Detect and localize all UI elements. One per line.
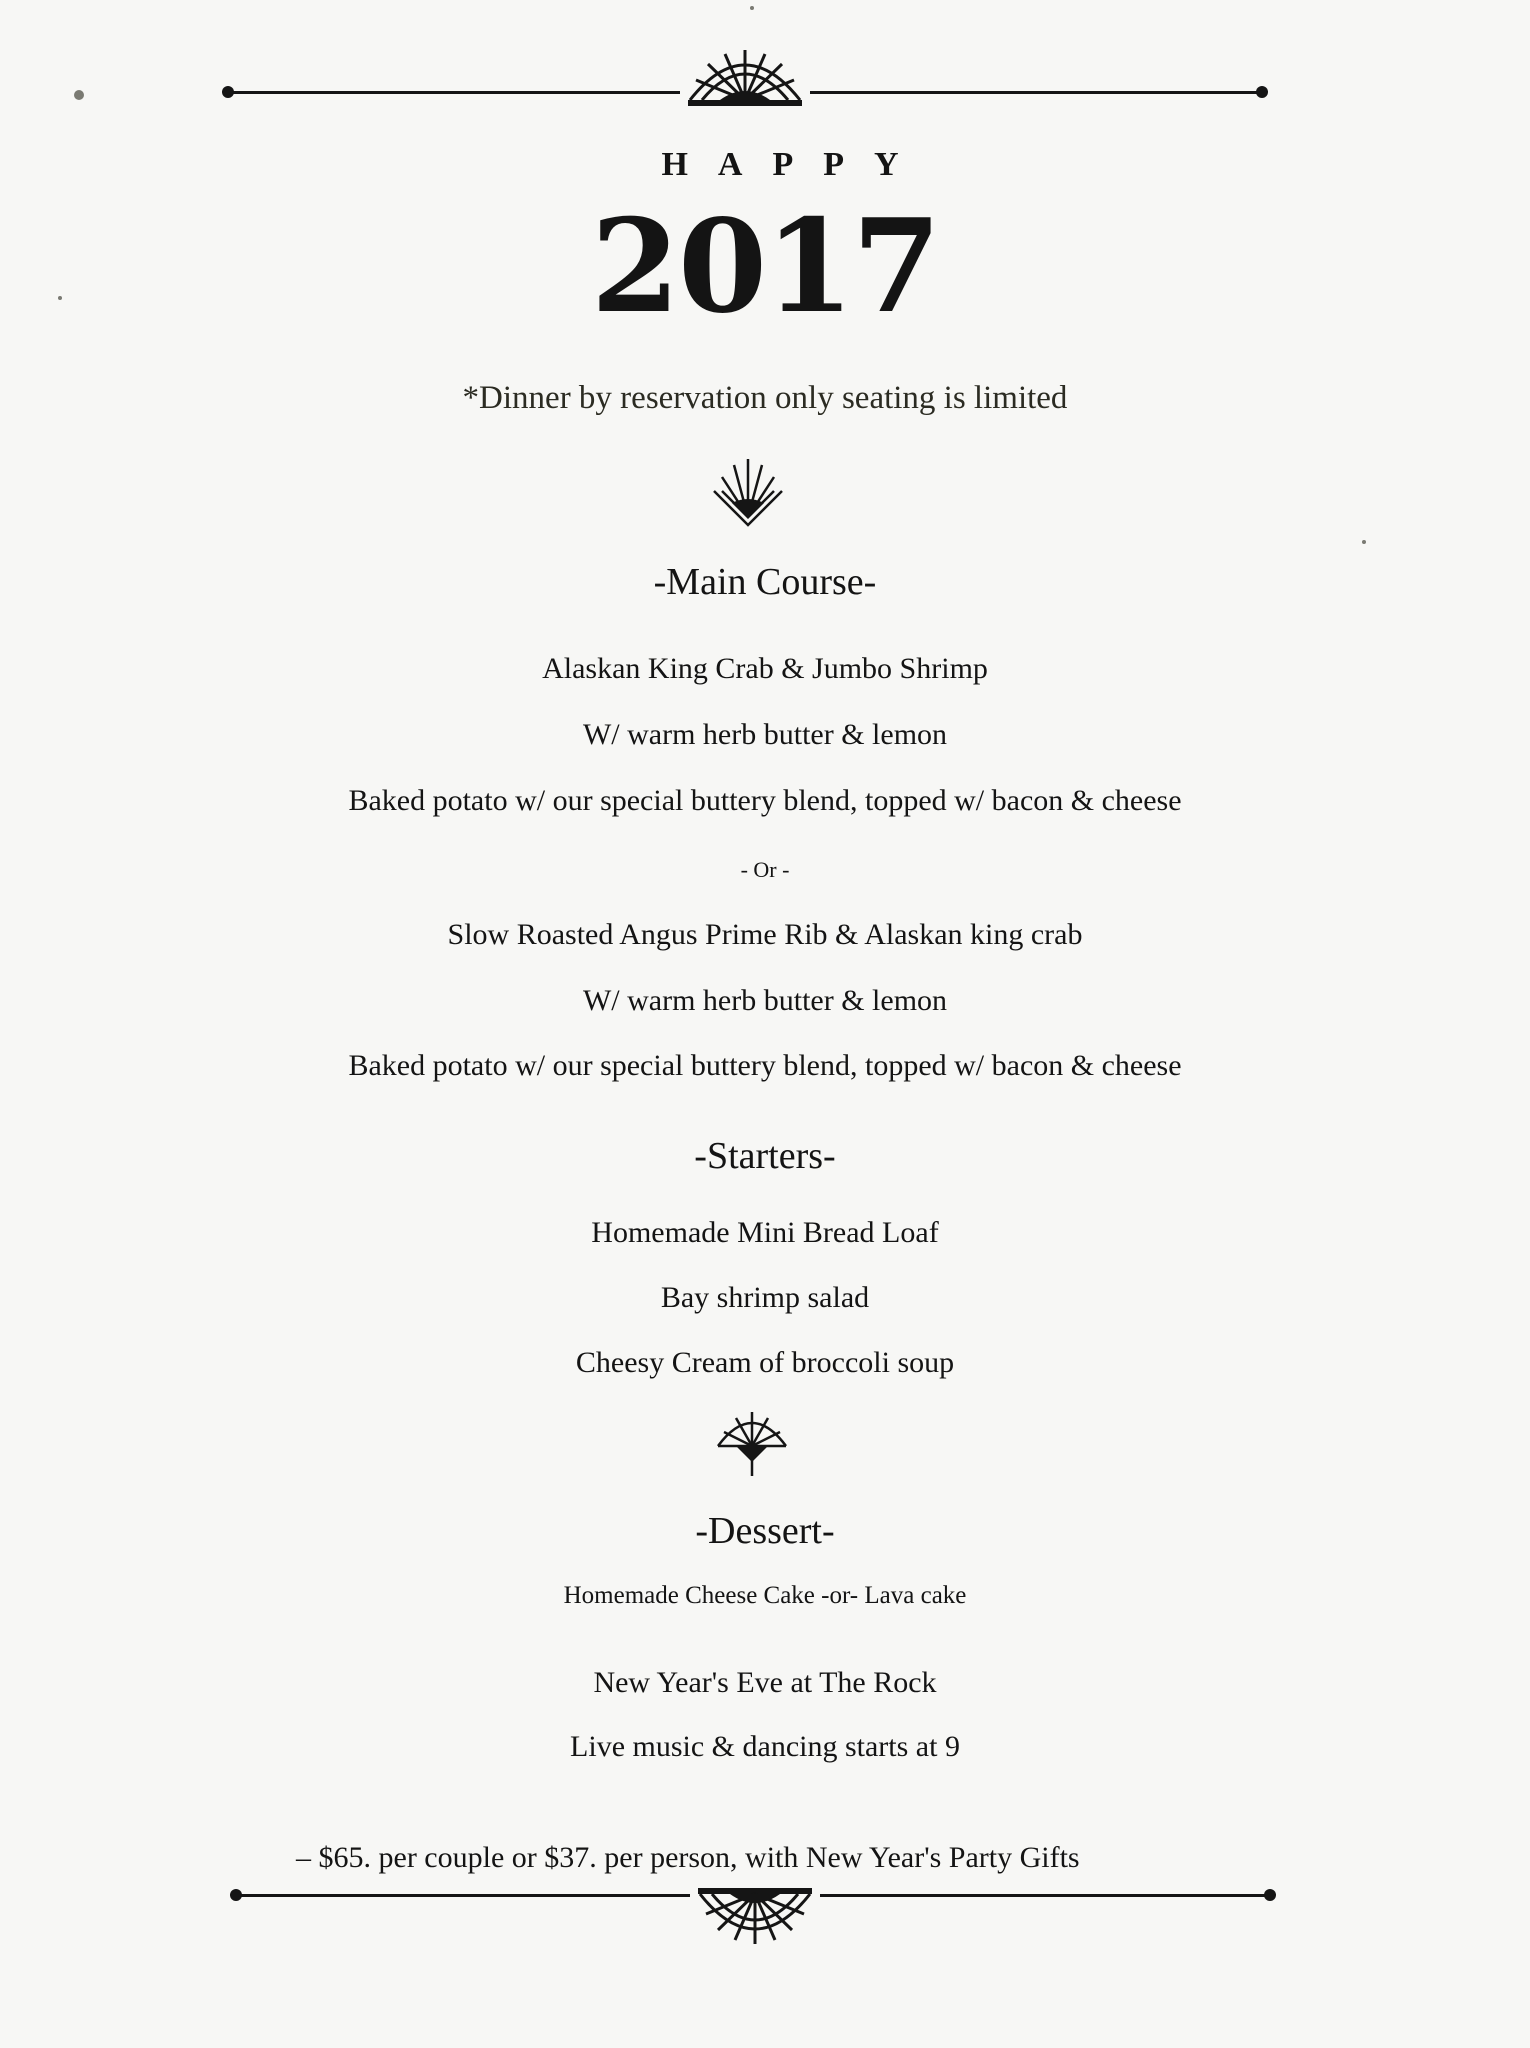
fan-ornament-top-icon — [680, 42, 810, 110]
dessert-item: Homemade Cheese Cake -or- Lava cake — [563, 1582, 967, 1609]
scan-speck — [74, 90, 84, 100]
starter-item-soup: Cheesy Cream of broccoli soup — [575, 1346, 955, 1379]
main-course-title: -Main Course- — [653, 561, 877, 603]
main-option2-line2: W/ warm herb butter & lemon — [582, 984, 948, 1017]
starter-item-bread: Homemade Mini Bread Loaf — [591, 1216, 939, 1249]
main-option1-line2: W/ warm herb butter & lemon — [582, 718, 948, 751]
event-line2: Live music & dancing starts at 9 — [570, 1730, 960, 1763]
scan-speck — [750, 6, 754, 10]
scan-speck — [58, 296, 62, 300]
reservation-note: *Dinner by reservation only seating is limited — [462, 380, 1068, 416]
pricing-line: – $65. per couple or $37. per person, with New Year's Party Gifts — [296, 1841, 1080, 1874]
fan-ornament-icon — [714, 1406, 790, 1480]
scan-speck — [1362, 540, 1366, 544]
fan-ornament-icon — [710, 455, 786, 529]
happy-heading: HAPPY — [661, 146, 929, 183]
main-option2-line1: Slow Roasted Angus Prime Rib & Alaskan king crab — [447, 918, 1083, 951]
dessert-title: -Dessert- — [695, 1510, 835, 1552]
starter-item-salad: Bay shrimp salad — [660, 1281, 870, 1314]
year-heading: 2017 — [590, 192, 940, 342]
event-line1: New Year's Eve at The Rock — [593, 1666, 937, 1699]
starters-title: -Starters- — [694, 1135, 836, 1177]
main-option1-line1: Alaskan King Crab & Jumbo Shrimp — [542, 652, 988, 685]
main-option2-line3: Baked potato w/ our special buttery blend, topped w/ bacon & cheese — [348, 1049, 1182, 1082]
fan-ornament-bottom-icon — [690, 1880, 820, 1948]
main-option1-line3: Baked potato w/ our special buttery blend, topped w/ bacon & cheese — [348, 784, 1182, 817]
or-separator: - Or - — [740, 857, 790, 882]
